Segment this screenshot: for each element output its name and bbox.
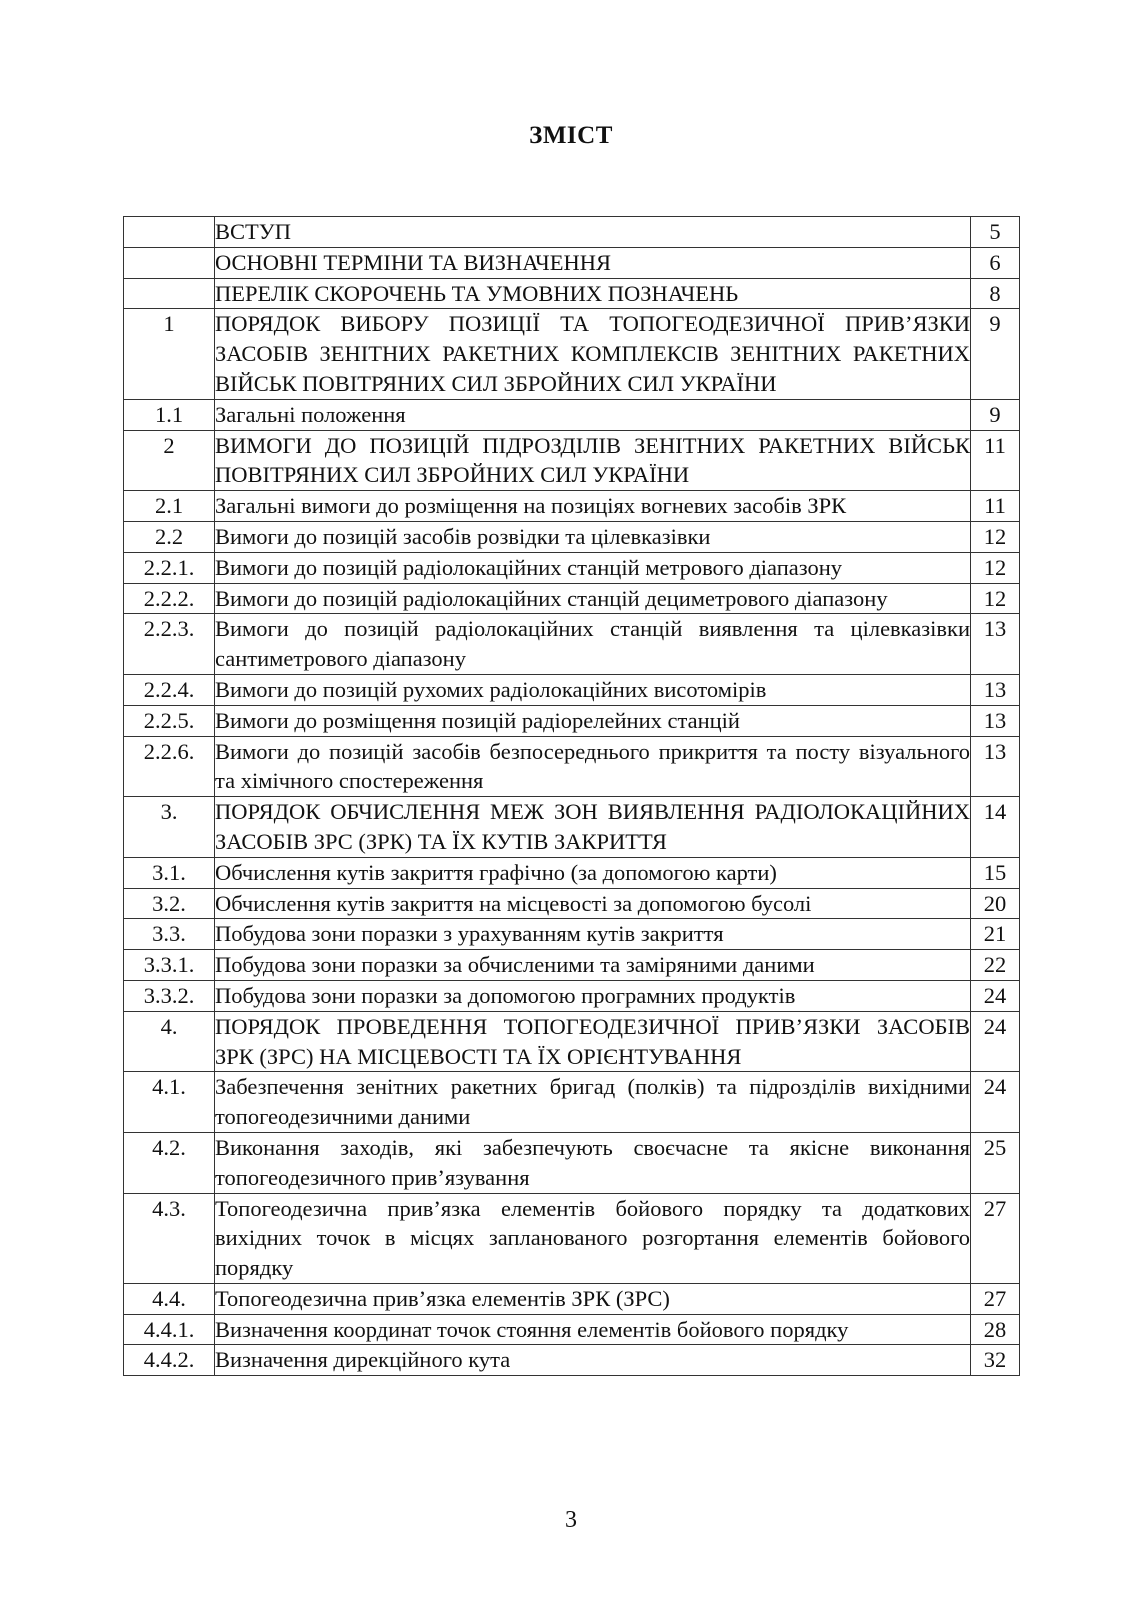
toc-page-number: 27 [971,1193,1020,1283]
toc-section-number: 2.2.4. [124,674,215,705]
toc-row [124,1193,1020,1283]
toc-row [124,736,1020,797]
toc-row [124,1132,1020,1193]
toc-section-number: 4.2. [124,1132,215,1193]
toc-section-number: 4.4. [124,1283,215,1314]
toc-section-title: Вимоги до розміщення позицій радіорелейних станцій [215,705,971,736]
toc-row [124,950,1020,981]
toc-section-number: 4.1. [124,1072,215,1133]
toc-body [124,217,1020,1376]
toc-page-number: 5 [971,217,1020,248]
toc-section-title: Побудова зони поразки за допомогою програмних продуктів [215,980,971,1011]
toc-section-title: Визначення координат точок стояння елементів бойового порядку [215,1314,971,1345]
toc-section-number [124,217,215,248]
toc-section-number: 3. [124,797,215,858]
toc-section-number: 2.2.3. [124,614,215,675]
page-title: ЗМІСТ [529,122,613,149]
toc-page-number: 20 [971,888,1020,919]
toc-row [124,278,1020,309]
toc-section-title: Визначення дирекційного кута [215,1345,971,1376]
toc-page-number: 25 [971,1132,1020,1193]
toc-section-title: Вимоги до позицій радіолокаційних станцій метрового діапазону [215,552,971,583]
toc-section-title: ВСТУП [215,217,971,248]
toc-row [124,1314,1020,1345]
toc-row [124,309,1020,399]
toc-row [124,980,1020,1011]
toc-section-number: 3.2. [124,888,215,919]
toc-section-title: Загальні положення [215,399,971,430]
toc-section-title: ОСНОВНІ ТЕРМІНИ ТА ВИЗНАЧЕННЯ [215,247,971,278]
toc-page-number: 11 [971,491,1020,522]
toc-row [124,217,1020,248]
toc-section-number: 4. [124,1011,215,1072]
toc-section-number: 2.2.6. [124,736,215,797]
toc-section-title: Виконання заходів, які забезпечують своєчасне та якісне виконання топогеодезичного прив’язування [215,1132,971,1193]
toc-page-number: 13 [971,614,1020,675]
toc-section-title: Загальні вимоги до розміщення на позиціях вогневих засобів ЗРК [215,491,971,522]
toc-row [124,583,1020,614]
toc-row [124,247,1020,278]
toc-row [124,705,1020,736]
toc-page-number: 8 [971,278,1020,309]
toc-row [124,430,1020,491]
toc-section-number [124,247,215,278]
toc-row [124,552,1020,583]
toc-page-number: 28 [971,1314,1020,1345]
toc-section-number: 3.3.1. [124,950,215,981]
toc-page-number: 24 [971,1011,1020,1072]
toc-section-number: 2.1 [124,491,215,522]
toc-section-number: 4.4.2. [124,1345,215,1376]
table-of-contents [123,216,1020,1376]
toc-section-number: 1.1 [124,399,215,430]
toc-page-number: 32 [971,1345,1020,1376]
toc-page-number: 9 [971,309,1020,399]
toc-section-number: 2 [124,430,215,491]
toc-section-number: 4.4.1. [124,1314,215,1345]
toc-row [124,888,1020,919]
toc-page-number: 13 [971,674,1020,705]
toc-row [124,1072,1020,1133]
toc-section-title: ВИМОГИ ДО ПОЗИЦІЙ ПІДРОЗДІЛІВ ЗЕНІТНИХ РАКЕТНИХ ВІЙСЬК ПОВІТРЯНИХ СИЛ ЗБРОЙНИХ СИЛ УКРАЇНИ [215,430,971,491]
toc-page-number: 22 [971,950,1020,981]
toc-section-title: ПЕРЕЛІК СКОРОЧЕНЬ ТА УМОВНИХ ПОЗНАЧЕНЬ [215,278,971,309]
toc-page-number: 15 [971,857,1020,888]
toc-row [124,1011,1020,1072]
toc-page-number: 24 [971,1072,1020,1133]
page-number: 3 [565,1507,577,1533]
toc-section-number: 2.2.5. [124,705,215,736]
toc-section-title: Топогеодезична прив’язка елементів бойового порядку та додаткових вихідних точок в місцях запланованого розгортання елементів бойового порядку [215,1193,971,1283]
toc-section-title: Топогеодезична прив’язка елементів ЗРК (ЗРС) [215,1283,971,1314]
toc-section-title: Обчислення кутів закриття на місцевості за допомогою бусолі [215,888,971,919]
toc-section-number [124,278,215,309]
toc-section-title: Вимоги до позицій радіолокаційних станцій дециметрового діапазону [215,583,971,614]
toc-page-number: 12 [971,552,1020,583]
toc-section-title: Забезпечення зенітних ракетних бригад (полків) та підрозділів вихідними топогеодезичними даними [215,1072,971,1133]
toc-page-number: 21 [971,919,1020,950]
toc-row [124,674,1020,705]
toc-row [124,491,1020,522]
toc-section-number: 3.1. [124,857,215,888]
toc-section-title: Вимоги до позицій засобів розвідки та цілевказівки [215,521,971,552]
toc-page-number: 12 [971,521,1020,552]
toc-section-number: 1 [124,309,215,399]
toc-page-number: 6 [971,247,1020,278]
toc-row [124,399,1020,430]
toc-row [124,614,1020,675]
toc-section-title: ПОРЯДОК ВИБОРУ ПОЗИЦІЇ ТА ТОПОГЕОДЕЗИЧНОЇ ПРИВ’ЯЗКИ ЗАСОБІВ ЗЕНІТНИХ РАКЕТНИХ КОМПЛЕКСІВ ЗЕНІТНИХ РАКЕТНИХ ВІЙСЬК ПОВІТРЯНИХ СИЛ ЗБРОЙНИХ СИЛ УКРАЇНИ [215,309,971,399]
toc-row [124,1345,1020,1376]
toc-section-title: Обчислення кутів закриття графічно (за допомогою карти) [215,857,971,888]
toc-section-title: Побудова зони поразки за обчисленими та заміряними даними [215,950,971,981]
toc-section-title: Вимоги до позицій рухомих радіолокаційних висотомірів [215,674,971,705]
toc-page-number: 9 [971,399,1020,430]
toc-page-number: 13 [971,736,1020,797]
toc-section-number: 3.3. [124,919,215,950]
toc-page-number: 27 [971,1283,1020,1314]
toc-section-title: Вимоги до позицій засобів безпосереднього прикриття та посту візуального та хімічного спостереження [215,736,971,797]
toc-page-number: 11 [971,430,1020,491]
toc-section-title: ПОРЯДОК ПРОВЕДЕННЯ ТОПОГЕОДЕЗИЧНОЇ ПРИВ’ЯЗКИ ЗАСОБІВ ЗРК (ЗРС) НА МІСЦЕВОСТІ ТА ЇХ ОРІЄНТУВАННЯ [215,1011,971,1072]
toc-row [124,919,1020,950]
toc-row [124,1283,1020,1314]
toc-page-number: 14 [971,797,1020,858]
toc-section-number: 2.2 [124,521,215,552]
toc-section-title: Вимоги до позицій радіолокаційних станцій виявлення та цілевказівки сантиметрового діапазону [215,614,971,675]
toc-page-number: 24 [971,980,1020,1011]
toc-section-number: 2.2.1. [124,552,215,583]
toc-section-number: 2.2.2. [124,583,215,614]
toc-section-title: ПОРЯДОК ОБЧИСЛЕННЯ МЕЖ ЗОН ВИЯВЛЕННЯ РАДІОЛОКАЦІЙНИХ ЗАСОБІВ ЗРС (ЗРК) ТА ЇХ КУТІВ ЗАКРИТТЯ [215,797,971,858]
toc-section-title: Побудова зони поразки з урахуванням кутів закриття [215,919,971,950]
toc-section-number: 4.3. [124,1193,215,1283]
toc-row [124,521,1020,552]
toc-row [124,797,1020,858]
toc-row [124,857,1020,888]
toc-page-number: 12 [971,583,1020,614]
toc-section-number: 3.3.2. [124,980,215,1011]
toc-page-number: 13 [971,705,1020,736]
